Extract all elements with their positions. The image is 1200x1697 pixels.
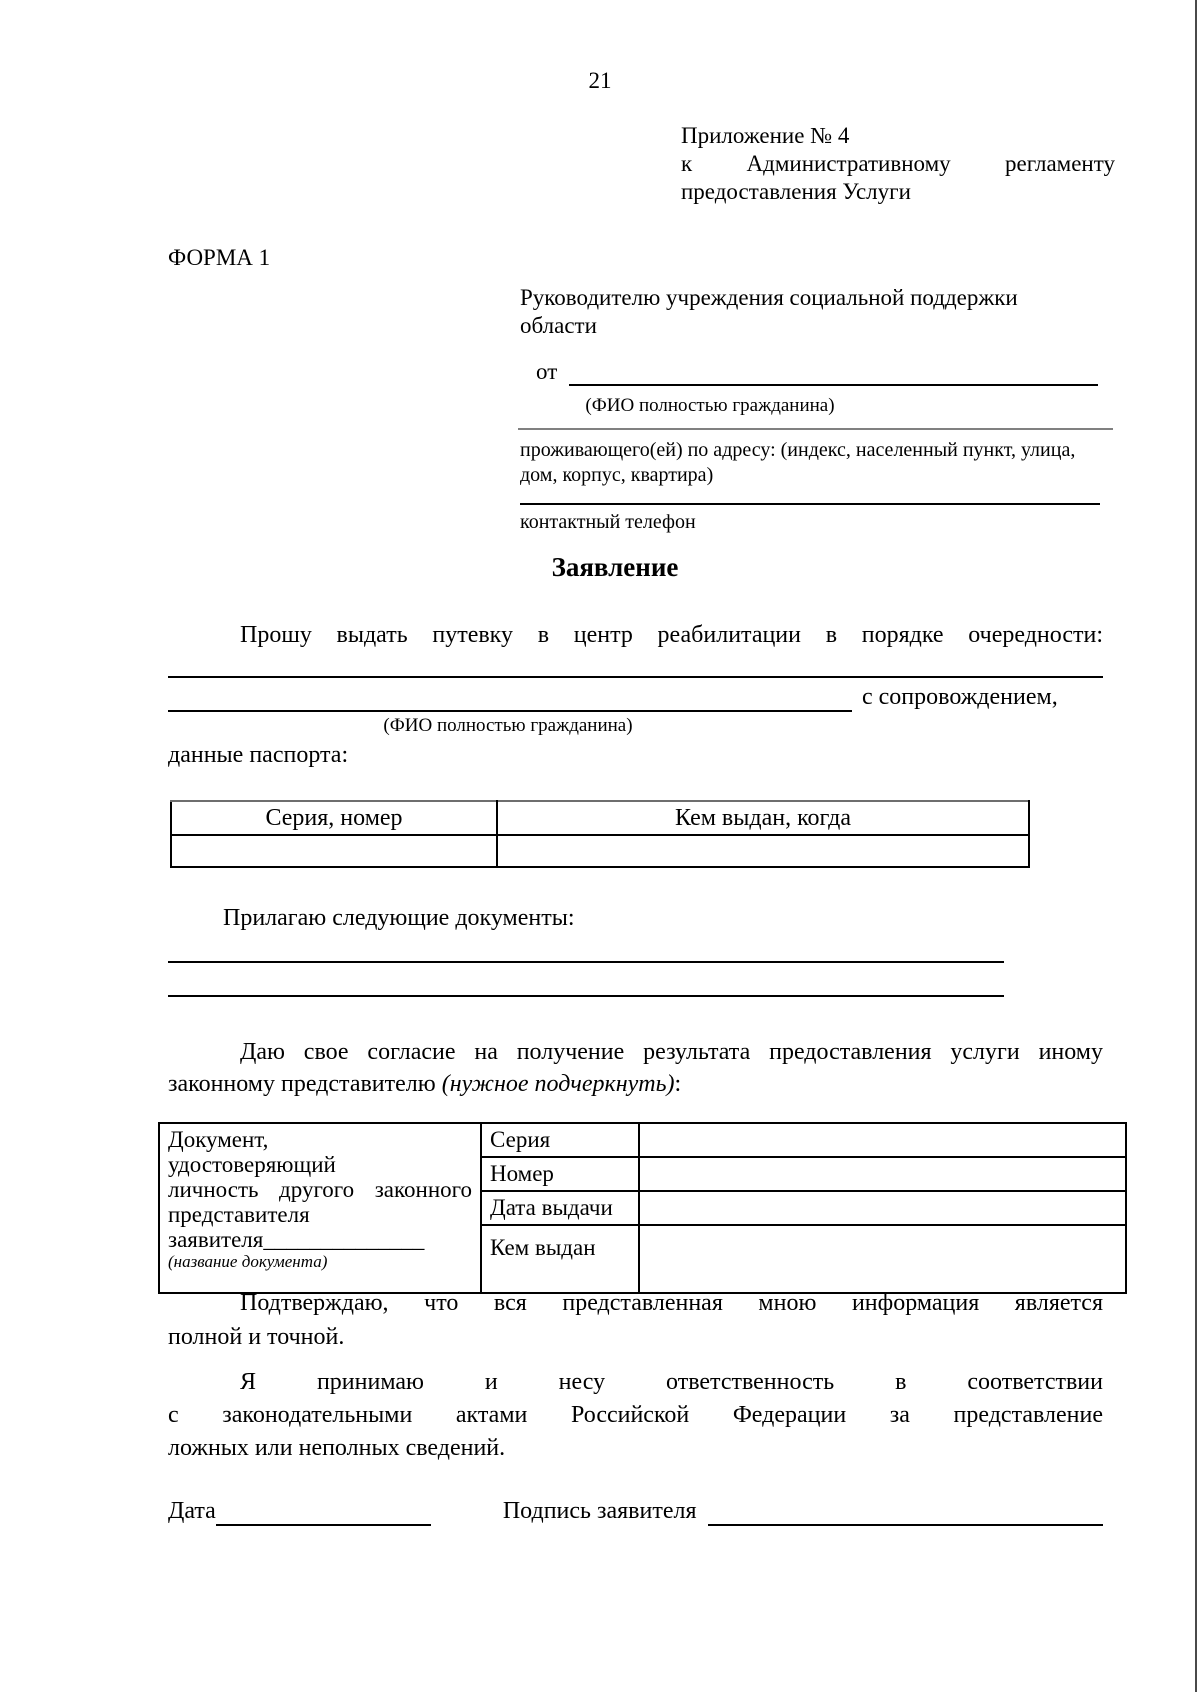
rep-doc-label-series: Серия bbox=[481, 1123, 639, 1157]
accompany-suffix: с сопровождением, bbox=[862, 684, 1058, 710]
address-blank-line bbox=[518, 428, 1113, 430]
address-caption-line-2: дом, корпус, квартира) bbox=[520, 464, 714, 486]
passport-table bbox=[170, 800, 1030, 868]
passport-table-header-issued: Кем выдан, когда bbox=[497, 801, 1029, 835]
rep-doc-description-cell bbox=[159, 1123, 481, 1293]
passport-series-cell bbox=[171, 835, 497, 867]
consent-underline-note: (нужное подчеркнуть) bbox=[441, 1071, 675, 1097]
attachments-blank-line-2 bbox=[168, 995, 1004, 997]
accompany-blank-line bbox=[168, 684, 852, 712]
annex-word-administrative: Административному bbox=[746, 151, 951, 176]
from-label: от bbox=[536, 359, 558, 384]
request-blank-line-1 bbox=[168, 676, 1103, 678]
form-label: ФОРМА 1 bbox=[168, 245, 271, 270]
passport-issued-cell bbox=[497, 835, 1029, 867]
annex-line-3: предоставления Услуги bbox=[681, 179, 911, 204]
rep-doc-series-value-cell bbox=[639, 1123, 1126, 1157]
rep-doc-line-1: Документ, bbox=[168, 1127, 269, 1152]
annex-line-2 bbox=[681, 150, 1115, 178]
date-label: Дата bbox=[168, 1498, 216, 1524]
address-caption-line-1: проживающего(ей) по адресу: (индекс, населенный пункт, улица, bbox=[520, 439, 1076, 461]
rep-doc-issued-by-value-cell bbox=[639, 1225, 1126, 1293]
rep-doc-number-value-cell bbox=[639, 1157, 1126, 1191]
document-title: Заявление bbox=[551, 552, 679, 582]
consent-line-2-text: законному представителю bbox=[168, 1071, 442, 1097]
rep-doc-line-4: представителя bbox=[168, 1202, 310, 1227]
rep-doc-line-2: удостоверяющий bbox=[168, 1152, 336, 1177]
annex-line-1: Приложение № 4 bbox=[681, 123, 850, 148]
rep-doc-line-5: заявителя______________ bbox=[168, 1227, 425, 1252]
consent-line-2 bbox=[168, 1068, 1103, 1100]
fio-caption: (ФИО полностью гражданина) bbox=[585, 395, 835, 416]
representative-document-table bbox=[158, 1122, 1127, 1294]
confirmation-line-1: Подтверждаю, что вся представленная мною информация является bbox=[240, 1290, 1103, 1316]
attachments-label: Прилагаю следующие документы: bbox=[223, 905, 575, 931]
signature-label: Подпись заявителя bbox=[502, 1498, 697, 1524]
attachments-blank-line-1 bbox=[168, 961, 1004, 963]
responsibility-line-1: Я принимаю и несу ответственность в соответствии bbox=[240, 1369, 1103, 1395]
rep-doc-issue-date-value-cell bbox=[639, 1191, 1126, 1225]
rep-doc-label-issue-date: Дата выдачи bbox=[481, 1191, 639, 1225]
request-line: Прошу выдать путевку в центр реабилитации в порядке очередности: bbox=[240, 622, 1103, 648]
from-blank-line bbox=[569, 360, 1098, 386]
rep-doc-row-series bbox=[159, 1123, 1126, 1157]
responsibility-line-3: ложных или неполных сведений. bbox=[168, 1435, 506, 1461]
confirmation-paragraph bbox=[168, 1288, 1103, 1353]
confirmation-line-2: полной и точной. bbox=[168, 1324, 345, 1350]
addressee-block bbox=[520, 284, 1098, 534]
phone-blank-line bbox=[520, 503, 1100, 505]
passport-table-empty-row bbox=[171, 835, 1029, 867]
from-row bbox=[520, 360, 1098, 386]
fio-caption-2: (ФИО полностью гражданина) bbox=[383, 715, 633, 736]
address-caption bbox=[520, 438, 1098, 488]
addressee-line-2: области bbox=[520, 313, 597, 338]
passport-table-header-series: Серия, номер bbox=[171, 801, 497, 835]
signature-blank-line bbox=[708, 1498, 1103, 1526]
annex-word-k: к bbox=[681, 151, 693, 176]
page-number: 21 bbox=[588, 68, 612, 93]
annex-word-reglament: регламенту bbox=[1005, 151, 1115, 176]
consent-line-1: Даю свое согласие на получение результата предоставления услуги иному bbox=[240, 1039, 1103, 1065]
phone-caption: контактный телефон bbox=[520, 511, 696, 533]
consent-colon: : bbox=[674, 1071, 682, 1097]
passport-table-header-row bbox=[171, 801, 1029, 835]
date-blank-line bbox=[216, 1498, 431, 1526]
responsibility-paragraph bbox=[168, 1366, 1103, 1465]
passport-data-label: данные паспорта: bbox=[168, 742, 349, 768]
signature-row bbox=[168, 1496, 1103, 1526]
rep-doc-label-issued-by: Кем выдан bbox=[481, 1225, 639, 1293]
rep-doc-label-number: Номер bbox=[481, 1157, 639, 1191]
rep-doc-line-3: личность другого законного bbox=[168, 1177, 472, 1202]
consent-paragraph bbox=[168, 1036, 1103, 1100]
rep-doc-caption: (название документа) bbox=[168, 1252, 328, 1271]
scan-edge-line bbox=[1195, 0, 1197, 1692]
accompany-row bbox=[168, 682, 1103, 712]
responsibility-line-2: с законодательными актами Российской Федерации за представление bbox=[168, 1402, 1103, 1428]
annex-block bbox=[681, 122, 1115, 206]
addressee-line-1: Руководителю учреждения социальной поддержки bbox=[520, 285, 1018, 310]
